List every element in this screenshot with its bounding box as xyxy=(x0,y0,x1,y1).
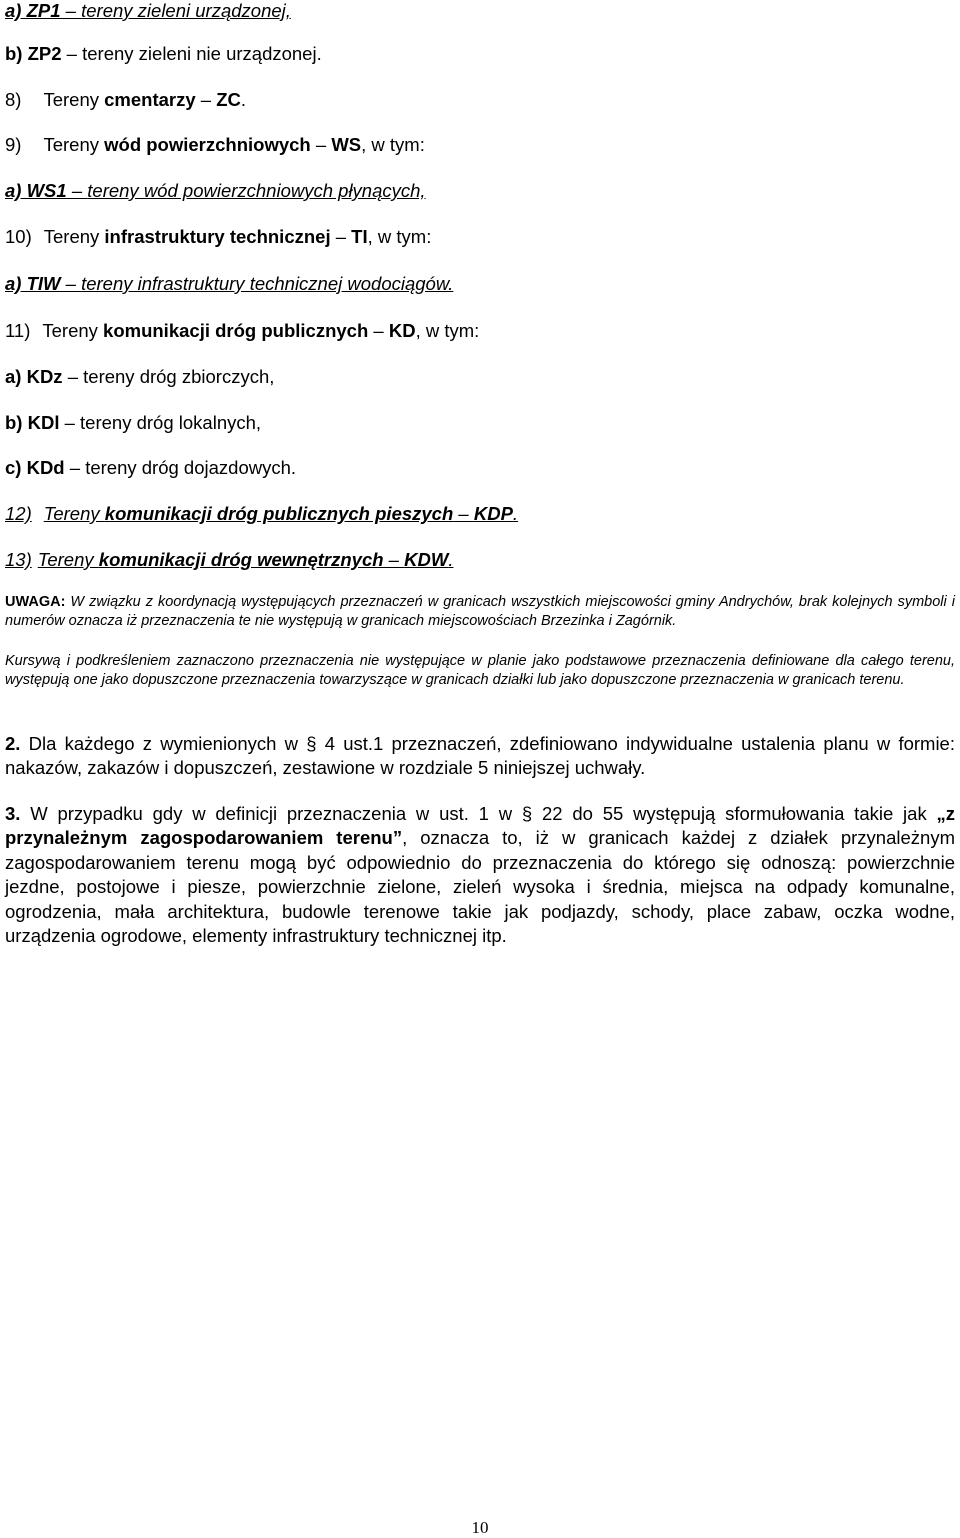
list-item-10: 10) Tereny infrastruktury technicznej – TI, w tym: xyxy=(5,226,432,247)
list-item-9: 9) Tereny wód powierzchniowych – WS, w tym: xyxy=(5,134,425,155)
list-item-11: 11) Tereny komunikacji dróg publicznych – KD, w tym: xyxy=(5,320,480,341)
list-item-8: 8) Tereny cmentarzy – ZC. xyxy=(5,89,247,110)
list-item-zp2: b) ZP2 – tereny zieleni nie urządzonej. xyxy=(5,43,322,64)
list-item-kdz: a) KDz – tereny dróg zbiorczych, xyxy=(5,366,275,387)
section-3: 3. W przypadku gdy w definicji przeznaczenia w ust. 1 w § 22 do 55 występują sformułowania takie jak „z przynależnym zagospodarowaniem terenu”, oznacza to, iż w granicach każdej z działek przynależnym zagospodarowaniem terenu mogą być odpowiednio do przeznaczenia do którego się odnoszą: powierzchnie jezdne, postojowe i piesze, powierzchnie zielone, zieleń wysoka i średnia, miejsca na odpady komunalne, ogrodzenia, mała architektura, budowle terenowe takie jak podjazdy, schody, place zabaw, oczka wodne, urządzenia ogrodowe, elementy infrastruktury technicznej itp. xyxy=(5,803,955,947)
list-item-ws1: a) WS1 – tereny wód powierzchniowych płynących, xyxy=(5,180,426,201)
list-item-kdl: b) KDl – tereny dróg lokalnych, xyxy=(5,412,262,433)
list-item-zp1: a) ZP1 – tereny zieleni urządzonej, xyxy=(5,0,291,21)
page-number: 10 xyxy=(471,1518,489,1537)
list-item-kdd: c) KDd – tereny dróg dojazdowych. xyxy=(5,457,297,478)
list-item-tiw: a) TIW – tereny infrastruktury technicznej wodociągów. xyxy=(5,273,454,294)
kursywa-note: Kursywą i podkreśleniem zaznaczono przeznaczenia nie występujące w planie jako podstawowe przeznaczenia definiowane dla całego terenu, występują one jako dopuszczone przeznaczenia towarzyszące w granicach działki lub jako dopuszczone przeznaczenia w granicach terenu. xyxy=(5,653,955,688)
section-2: 2. Dla każdego z wymienionych w § 4 ust.1 przeznaczeń, zdefiniowano indywidualne ustalenia planu w formie: nakazów, zakazów i dopuszczeń, zestawione w rozdziale 5 niniejszej uchwały. xyxy=(5,733,955,779)
list-item-13: 13) Tereny komunikacji dróg wewnętrznych – KDW. xyxy=(5,549,454,570)
list-item-12: 12) Tereny komunikacji dróg publicznych pieszych – KDP. xyxy=(5,503,519,524)
uwaga-note: UWAGA: W związku z koordynacją występujących przeznaczeń w granicach wszystkich miejscowości gminy Andrychów, brak kolejnych symboli i numerów oznacza iż przeznaczenia te nie występują w granicach miejscowościach Brzezinka i Zagórnik. xyxy=(5,594,955,629)
